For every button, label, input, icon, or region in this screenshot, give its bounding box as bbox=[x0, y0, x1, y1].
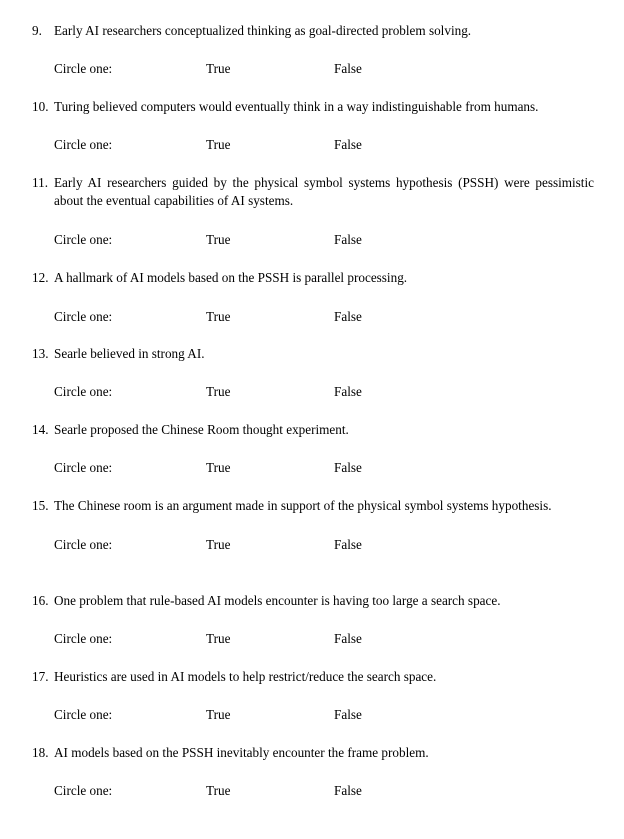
answer-row bbox=[32, 136, 594, 154]
option-true[interactable]: True bbox=[206, 309, 231, 324]
question-stem bbox=[32, 98, 594, 116]
option-false[interactable]: False bbox=[334, 537, 362, 552]
question-number: 12. bbox=[32, 270, 49, 285]
question-text: A hallmark of AI models based on the PSSH is parallel processing. bbox=[54, 270, 408, 285]
question-stem bbox=[32, 269, 594, 287]
option-false[interactable]: False bbox=[334, 460, 362, 475]
circle-one-label: Circle one: bbox=[54, 631, 113, 646]
question-15 bbox=[32, 497, 594, 554]
answer-row bbox=[32, 308, 594, 326]
question-16 bbox=[32, 592, 594, 648]
question-number: 17. bbox=[32, 669, 49, 684]
option-true[interactable]: True bbox=[206, 631, 231, 646]
option-false[interactable]: False bbox=[334, 783, 362, 798]
answer-row bbox=[32, 383, 594, 401]
question-text: AI models based on the PSSH inevitably encounter the frame problem. bbox=[54, 745, 429, 760]
option-true[interactable]: True bbox=[206, 384, 231, 399]
question-stem bbox=[32, 744, 594, 762]
question-number: 15. bbox=[32, 498, 49, 513]
question-stem bbox=[32, 22, 594, 40]
question-13 bbox=[32, 345, 594, 401]
question-18 bbox=[32, 744, 594, 800]
question-text: One problem that rule-based AI models encounter is having too large a search space. bbox=[54, 593, 501, 608]
circle-one-label: Circle one: bbox=[54, 137, 113, 152]
answer-row bbox=[32, 630, 594, 648]
circle-one-label: Circle one: bbox=[54, 61, 113, 76]
option-false[interactable]: False bbox=[334, 384, 362, 399]
question-stem bbox=[32, 497, 594, 515]
question-number: 11. bbox=[32, 175, 48, 190]
option-true[interactable]: True bbox=[206, 137, 231, 152]
option-false[interactable]: False bbox=[334, 309, 362, 324]
answer-row bbox=[32, 459, 594, 477]
circle-one-label: Circle one: bbox=[54, 232, 113, 247]
question-text: Searle believed in strong AI. bbox=[54, 346, 205, 361]
option-false[interactable]: False bbox=[334, 631, 362, 646]
option-false[interactable]: False bbox=[334, 61, 362, 76]
circle-one-label: Circle one: bbox=[54, 537, 113, 552]
question-17 bbox=[32, 668, 594, 724]
option-true[interactable]: True bbox=[206, 61, 231, 76]
question-11 bbox=[32, 174, 594, 249]
option-true[interactable]: True bbox=[206, 783, 231, 798]
option-true[interactable]: True bbox=[206, 537, 231, 552]
question-number: 16. bbox=[32, 593, 49, 608]
option-true[interactable]: True bbox=[206, 707, 231, 722]
question-stem bbox=[32, 668, 594, 686]
question-number: 14. bbox=[32, 422, 49, 437]
question-stem bbox=[32, 421, 594, 439]
option-false[interactable]: False bbox=[334, 707, 362, 722]
question-text: Early AI researchers guided by the physical symbol systems hypothesis (PSSH) were pessimistic about the eventual capabilities of AI systems. bbox=[54, 175, 594, 208]
question-text: Heuristics are used in AI models to help restrict/reduce the search space. bbox=[54, 669, 437, 684]
question-14 bbox=[32, 421, 594, 477]
question-text: Turing believed computers would eventually think in a way indistinguishable from humans. bbox=[54, 99, 539, 114]
answer-row bbox=[32, 231, 594, 249]
answer-row bbox=[32, 706, 594, 724]
question-number: 10. bbox=[32, 99, 49, 114]
answer-row bbox=[32, 60, 594, 78]
question-text: Searle proposed the Chinese Room thought experiment. bbox=[54, 422, 349, 437]
question-text: The Chinese room is an argument made in support of the physical symbol systems hypothesis. bbox=[54, 498, 552, 513]
circle-one-label: Circle one: bbox=[54, 460, 113, 475]
circle-one-label: Circle one: bbox=[54, 783, 113, 798]
question-stem bbox=[32, 174, 594, 210]
question-number: 18. bbox=[32, 745, 49, 760]
question-stem bbox=[32, 345, 594, 363]
question-stem bbox=[32, 592, 594, 610]
question-10 bbox=[32, 98, 594, 154]
option-false[interactable]: False bbox=[334, 232, 362, 247]
question-12 bbox=[32, 269, 594, 326]
option-true[interactable]: True bbox=[206, 460, 231, 475]
option-true[interactable]: True bbox=[206, 232, 231, 247]
question-number: 13. bbox=[32, 346, 49, 361]
question-9 bbox=[32, 22, 594, 78]
option-false[interactable]: False bbox=[334, 137, 362, 152]
question-text: Early AI researchers conceptualized thinking as goal-directed problem solving. bbox=[54, 23, 472, 38]
answer-row bbox=[32, 782, 594, 800]
answer-row bbox=[32, 536, 594, 554]
circle-one-label: Circle one: bbox=[54, 707, 113, 722]
circle-one-label: Circle one: bbox=[54, 309, 113, 324]
question-number: 9. bbox=[32, 23, 42, 38]
circle-one-label: Circle one: bbox=[54, 384, 113, 399]
